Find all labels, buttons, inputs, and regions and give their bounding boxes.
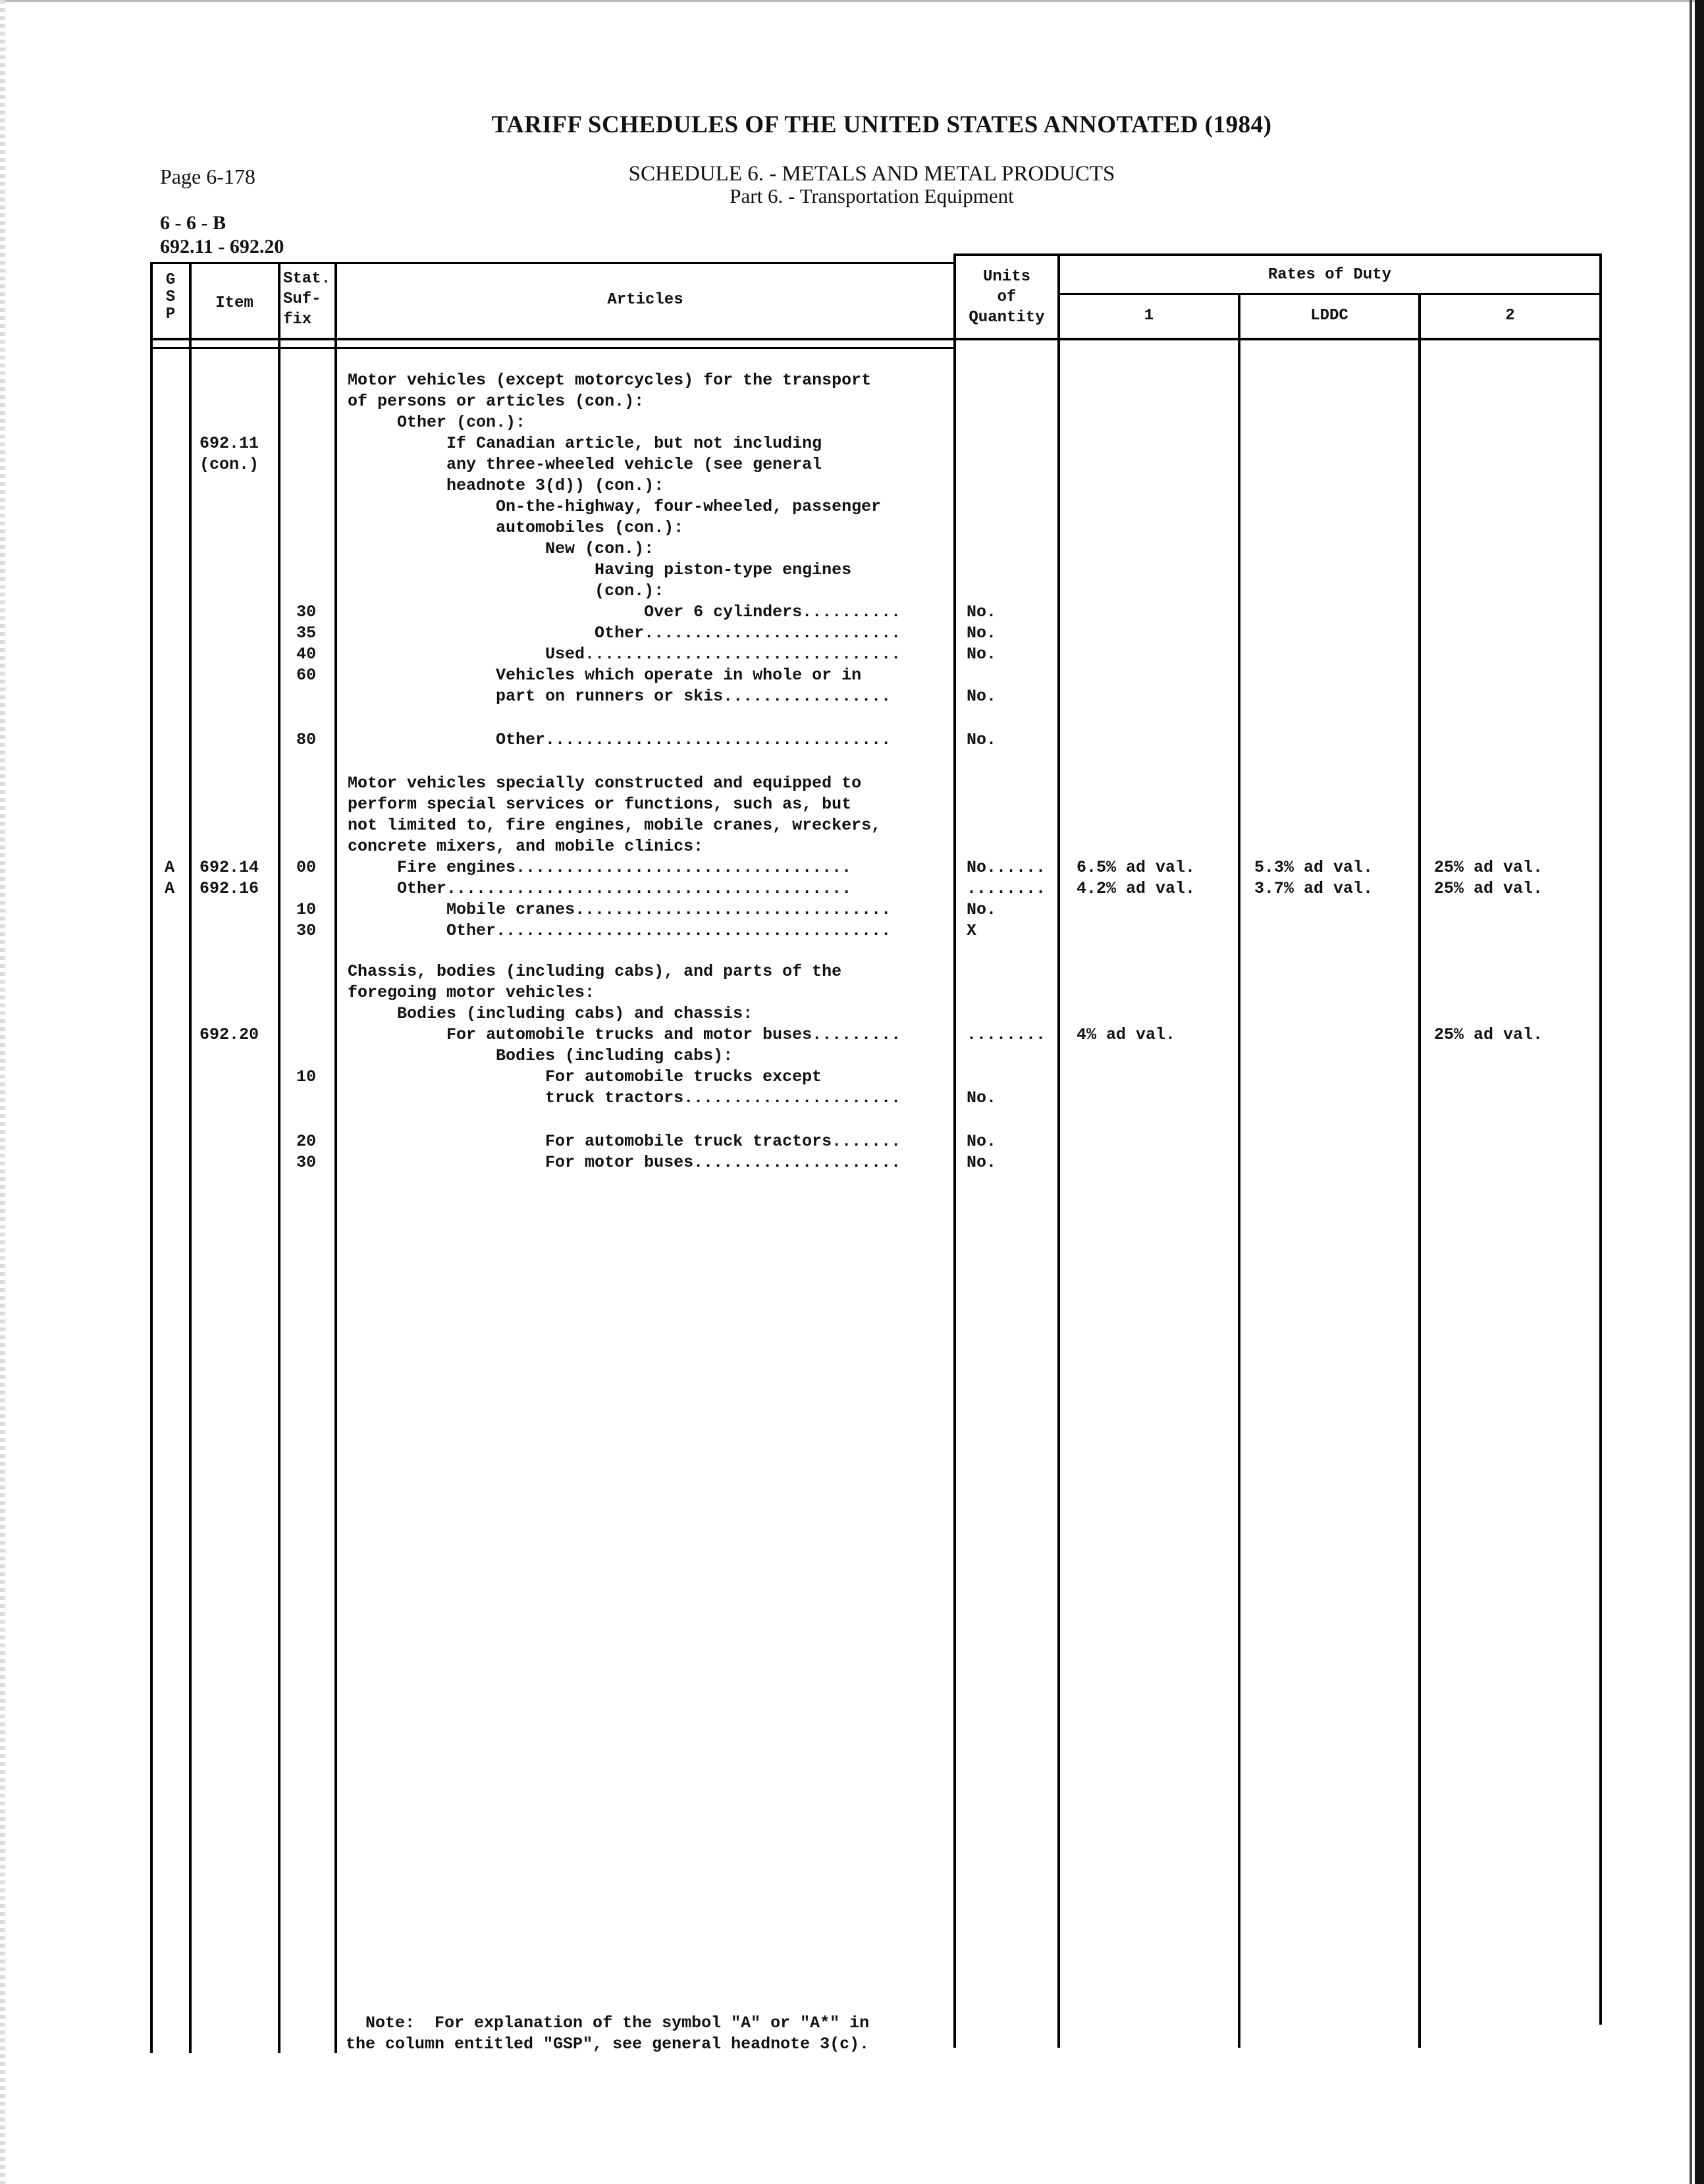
cell-gsp: A bbox=[165, 858, 175, 877]
cell-article: Other................................... bbox=[348, 730, 892, 749]
table-row bbox=[0, 899, 1704, 920]
table-row bbox=[0, 518, 1704, 539]
cell-article: Vehicles which operate in whole or in bbox=[348, 666, 862, 685]
cell-article: New (con.): bbox=[348, 539, 654, 558]
header-stat-suffix: Stat. Suf- fix bbox=[283, 270, 331, 329]
cell-article: For motor buses..................... bbox=[348, 1153, 901, 1172]
item-range: 692.11 - 692.20 bbox=[160, 236, 284, 257]
table-row bbox=[0, 1131, 1704, 1152]
cell-suffix: 30 bbox=[296, 921, 317, 940]
table-row bbox=[0, 1152, 1704, 1173]
header-rates-of-duty: Rates of Duty bbox=[1267, 266, 1392, 284]
cell-rate1: 6.5% ad val. bbox=[1077, 858, 1196, 877]
part-title: Part 6. - Transportation Equipment bbox=[730, 184, 1014, 207]
rule-header-bottom bbox=[150, 338, 1602, 340]
table-row bbox=[0, 1109, 1704, 1130]
table-row bbox=[0, 1088, 1704, 1109]
table-row bbox=[0, 878, 1704, 899]
cell-article: truck tractors...................... bbox=[348, 1088, 901, 1107]
table-row bbox=[0, 982, 1704, 1003]
cell-gsp: A bbox=[165, 879, 175, 898]
rule-header-bottom2 bbox=[150, 347, 955, 349]
table-row bbox=[0, 412, 1704, 433]
cell-article: Used................................ bbox=[348, 645, 901, 664]
header-articles: Articles bbox=[607, 291, 683, 309]
cell-article: For automobile trucks except bbox=[348, 1067, 822, 1086]
rule-rates-mid bbox=[1060, 293, 1602, 295]
cell-rate2: 25% ad val. bbox=[1434, 858, 1543, 877]
cell-suffix: 30 bbox=[296, 1153, 317, 1172]
cell-units: No. bbox=[967, 730, 997, 749]
header-rate-1: 1 bbox=[1144, 307, 1154, 325]
header-units: Units of Quantity bbox=[969, 268, 1045, 327]
table-row bbox=[0, 1003, 1704, 1025]
table-row bbox=[0, 794, 1704, 815]
cell-article: foregoing motor vehicles: bbox=[348, 983, 595, 1002]
cell-item: 692.14 bbox=[200, 858, 259, 877]
cell-article: Other........................................ bbox=[348, 921, 892, 940]
header-item: Item bbox=[215, 294, 253, 312]
cell-item: 692.20 bbox=[200, 1025, 259, 1044]
cell-units: No. bbox=[967, 645, 997, 664]
table-row bbox=[0, 751, 1704, 772]
header-rate-ldc: LDDC bbox=[1310, 307, 1348, 325]
cell-units: No. bbox=[967, 1132, 997, 1151]
table-row bbox=[0, 370, 1704, 391]
cell-units: ........ bbox=[967, 879, 1046, 898]
cell-suffix: 30 bbox=[296, 602, 317, 622]
table-row bbox=[0, 539, 1704, 560]
rule-rates-top bbox=[953, 253, 1602, 256]
table-row bbox=[0, 1025, 1704, 1046]
cell-units: No. bbox=[967, 602, 997, 622]
cell-ldc: 3.7% ad val. bbox=[1254, 879, 1373, 898]
cell-article: Other (con.): bbox=[348, 413, 526, 432]
cell-units: No. bbox=[967, 1088, 997, 1107]
table-row bbox=[0, 942, 1704, 963]
table-row bbox=[0, 665, 1704, 686]
cell-article: Chassis, bodies (including cabs), and parts of the bbox=[348, 962, 842, 981]
table-row bbox=[0, 1067, 1704, 1088]
cell-suffix: 80 bbox=[296, 730, 317, 749]
cell-article: Fire engines.................................. bbox=[348, 858, 852, 877]
cell-units: No. bbox=[967, 687, 997, 706]
table-row bbox=[0, 686, 1704, 707]
cell-units: No...... bbox=[967, 858, 1046, 877]
cell-ldc: 5.3% ad val. bbox=[1254, 858, 1373, 877]
cell-article: perform special services or functions, such as, but bbox=[348, 795, 852, 814]
cell-suffix: 10 bbox=[296, 1067, 317, 1086]
table-row bbox=[0, 602, 1704, 623]
table-row bbox=[0, 581, 1704, 602]
cell-suffix: 40 bbox=[296, 645, 317, 664]
cell-article: Other.......................... bbox=[348, 624, 901, 643]
cell-rate1: 4% ad val. bbox=[1077, 1025, 1176, 1044]
cell-item: (con.) bbox=[200, 455, 259, 474]
cell-article: For automobile truck tractors....... bbox=[348, 1132, 901, 1151]
table-row bbox=[0, 1046, 1704, 1067]
table-row bbox=[0, 961, 1704, 982]
cell-article: (con.): bbox=[348, 581, 664, 600]
note-line-1: Note: For explanation of the symbol "A" or "A*" in bbox=[346, 2013, 870, 2033]
cell-units: No. bbox=[967, 624, 997, 643]
cell-item: 692.16 bbox=[200, 879, 259, 898]
cell-article: Over 6 cylinders.......... bbox=[348, 602, 901, 622]
table-row bbox=[0, 560, 1704, 581]
header-gsp: G S P bbox=[165, 271, 176, 323]
cell-article: Mobile cranes................................ bbox=[348, 900, 892, 919]
cell-article: Motor vehicles specially constructed and equipped to bbox=[348, 774, 862, 793]
table-row bbox=[0, 391, 1704, 412]
cell-article: Having piston-type engines bbox=[348, 560, 852, 579]
cell-units: ........ bbox=[967, 1025, 1046, 1044]
cell-rate2: 25% ad val. bbox=[1434, 879, 1543, 898]
cell-article: Motor vehicles (except motorcycles) for the transport bbox=[348, 371, 872, 390]
table-row bbox=[0, 433, 1704, 454]
table-row bbox=[0, 730, 1704, 751]
cell-article: concrete mixers, and mobile clinics: bbox=[348, 837, 704, 856]
table-row bbox=[0, 773, 1704, 794]
cell-suffix: 35 bbox=[296, 624, 317, 643]
table-row bbox=[0, 707, 1704, 728]
table-row bbox=[0, 815, 1704, 836]
cell-article: On-the-highway, four-wheeled, passenger bbox=[348, 497, 882, 516]
schedule-title: SCHEDULE 6. - METALS AND METAL PRODUCTS bbox=[628, 162, 1115, 186]
table-row bbox=[0, 475, 1704, 496]
section-code: 6 - 6 - B bbox=[160, 212, 226, 234]
header-rate-2: 2 bbox=[1505, 307, 1515, 325]
rule-top bbox=[150, 262, 955, 264]
table-row bbox=[0, 857, 1704, 878]
cell-rate1: 4.2% ad val. bbox=[1077, 879, 1196, 898]
cell-item: 692.11 bbox=[200, 434, 259, 453]
table-row bbox=[0, 623, 1704, 644]
table-row bbox=[0, 496, 1704, 518]
cell-article: automobiles (con.): bbox=[348, 518, 684, 537]
table-row bbox=[0, 644, 1704, 665]
cell-units: No. bbox=[967, 1153, 997, 1172]
cell-suffix: 20 bbox=[296, 1132, 317, 1151]
cell-units: No. bbox=[967, 900, 997, 919]
cell-units: X bbox=[967, 921, 977, 940]
note-line-2: the column entitled "GSP", see general headnote 3(c). bbox=[346, 2035, 870, 2054]
table-row bbox=[0, 836, 1704, 857]
cell-article: part on runners or skis................. bbox=[348, 687, 892, 706]
cell-article: not limited to, fire engines, mobile cranes, wreckers, bbox=[348, 816, 882, 835]
cell-article: Bodies (including cabs) and chassis: bbox=[348, 1004, 753, 1023]
cell-article: Bodies (including cabs): bbox=[348, 1046, 733, 1065]
cell-suffix: 60 bbox=[296, 666, 317, 685]
table-row bbox=[0, 454, 1704, 475]
cell-rate2: 25% ad val. bbox=[1434, 1025, 1543, 1044]
cell-suffix: 10 bbox=[296, 900, 317, 919]
cell-article: of persons or articles (con.): bbox=[348, 392, 645, 411]
cell-article: headnote 3(d)) (con.): bbox=[348, 476, 664, 495]
cell-article: Other......................................... bbox=[348, 879, 852, 898]
cell-article: any three-wheeled vehicle (see general bbox=[348, 455, 822, 474]
scan-edge-top bbox=[0, 0, 1704, 2]
cell-article: For automobile trucks and motor buses......... bbox=[348, 1025, 901, 1044]
page-number: Page 6-178 bbox=[160, 165, 255, 188]
table-row bbox=[0, 920, 1704, 942]
page-title: TARIFF SCHEDULES OF THE UNITED STATES ANNOTATED (1984) bbox=[491, 111, 1272, 138]
cell-suffix: 00 bbox=[296, 858, 317, 877]
cell-article: If Canadian article, but not including bbox=[348, 434, 822, 453]
